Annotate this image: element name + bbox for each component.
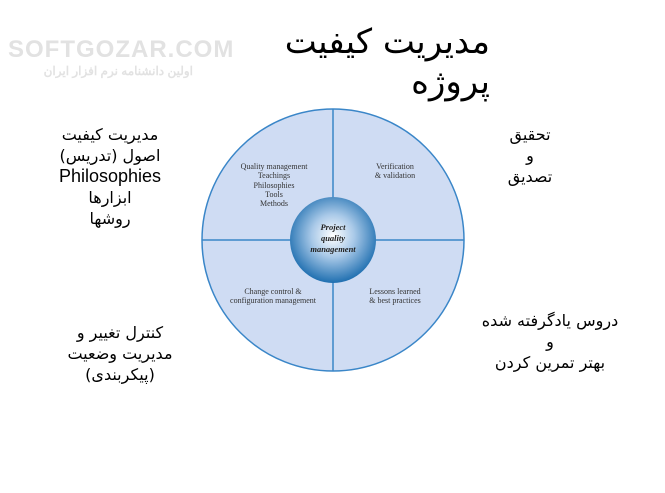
q1-label: Philosophies — [253, 181, 295, 190]
watermark-brand: SOFTGOZAR.COM — [8, 36, 235, 63]
center-label: management — [310, 244, 356, 254]
quadrant-q2 — [375, 162, 415, 180]
quadrant-q4 — [369, 287, 421, 305]
q3-label: configuration management — [230, 296, 316, 305]
watermark-tagline: اولین دانشنامه نرم افزار ایران — [43, 64, 193, 78]
center-label: quality — [320, 233, 346, 243]
note-line: (پیکربندی) — [85, 365, 155, 384]
q4-label: Lessons learned — [369, 287, 421, 296]
note-line: و — [546, 332, 554, 351]
note-line: مدیریت کیفیت — [61, 125, 159, 144]
note-line: تصدیق — [507, 167, 553, 186]
note-line: و — [526, 146, 534, 165]
center-label: Project — [320, 222, 346, 232]
note-line: اصول (تدریس) — [59, 146, 161, 165]
note-line: تحقیق — [509, 125, 551, 144]
note-line: مدیریت وضعیت — [67, 344, 173, 363]
q4-label: & best practices — [369, 296, 421, 305]
note-line: روشها — [89, 209, 131, 228]
q2-label: & validation — [374, 171, 416, 180]
q1-label: Methods — [260, 199, 288, 208]
slide-title: مدیریت کیفیت پروژه — [284, 22, 490, 102]
q2-label: Verification — [376, 162, 414, 171]
q1-label: Quality management — [240, 162, 308, 171]
note-line: بهتر تمرین کردن — [494, 353, 606, 372]
note-line: ابزارها — [88, 188, 132, 207]
q3-label: Change control & — [244, 287, 302, 296]
q1-label: Tools — [265, 190, 283, 199]
note-line: دروس یادگرفته شده — [481, 311, 619, 330]
note-line: کنترل تغییر و — [76, 323, 164, 342]
note-line: Philosophies — [58, 166, 162, 186]
q1-label: Teachings — [257, 171, 291, 180]
